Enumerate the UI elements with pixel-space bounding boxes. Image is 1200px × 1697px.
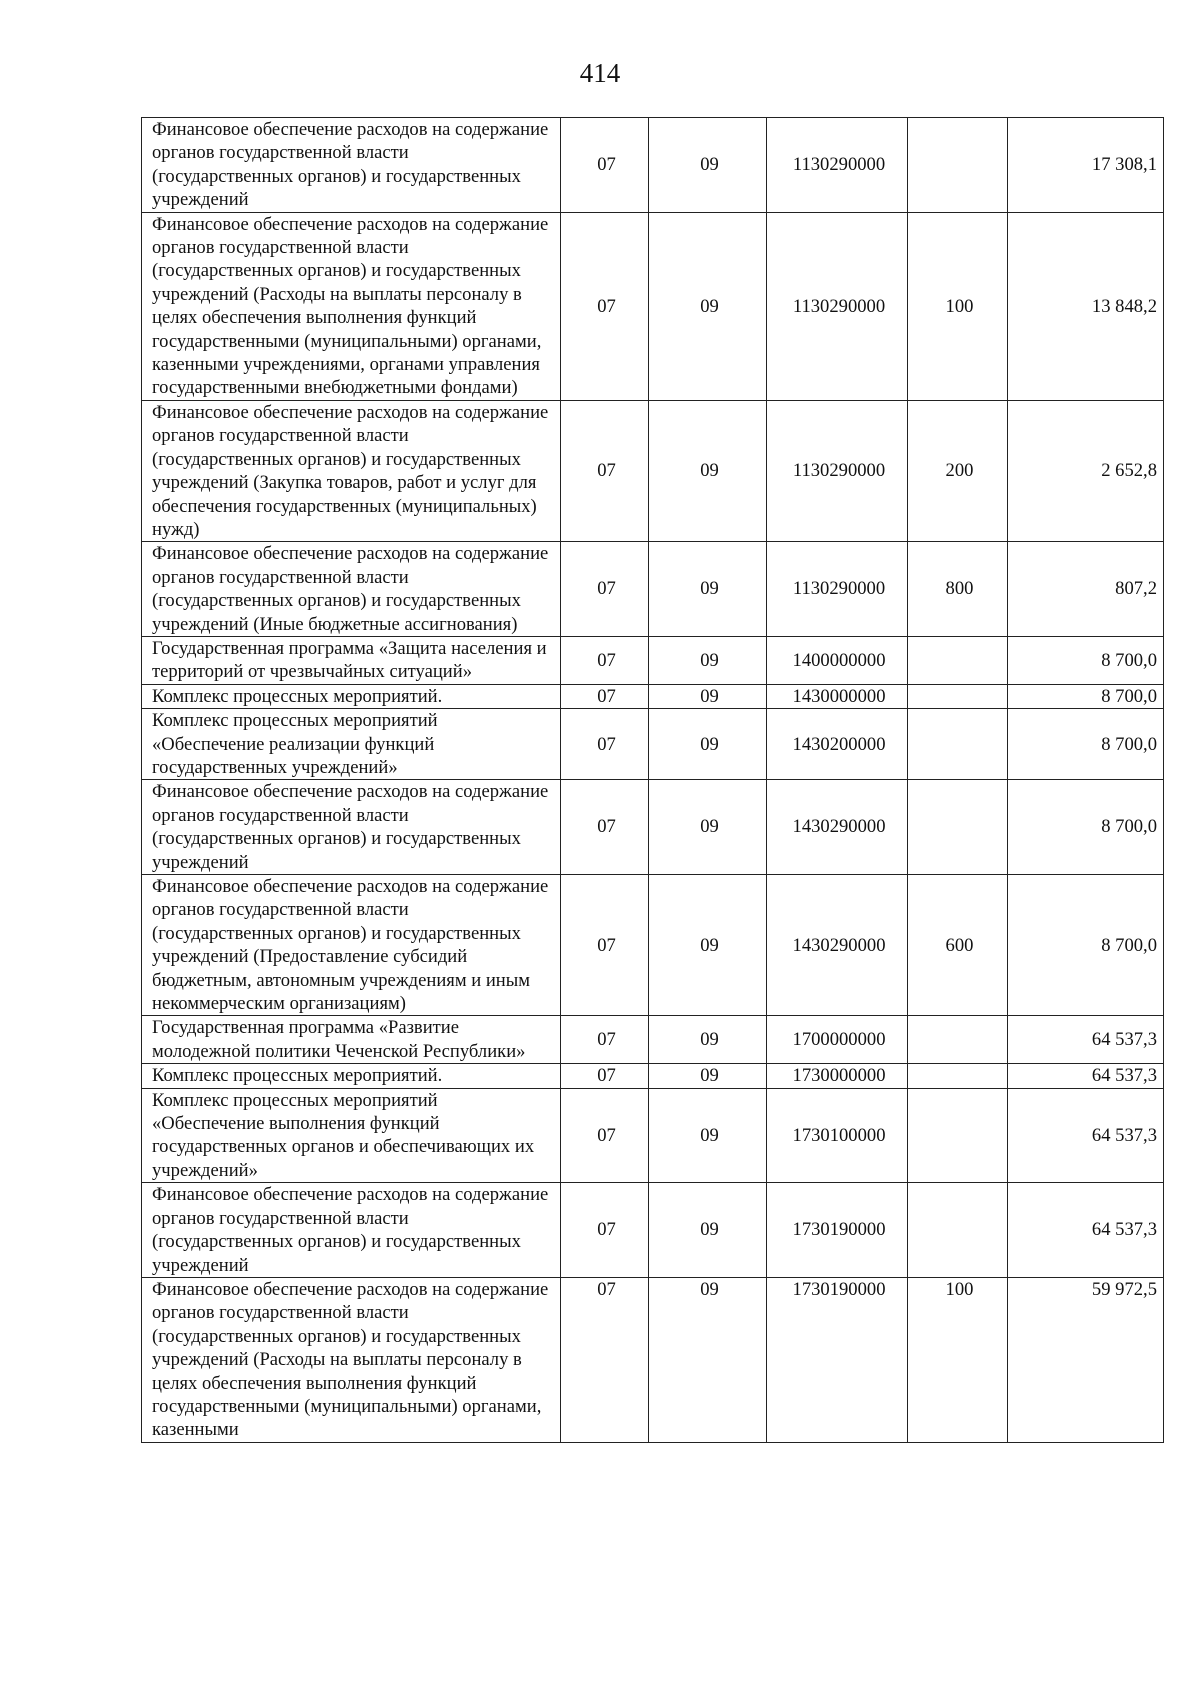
row-name: Комплекс процессных мероприятий.	[142, 684, 561, 708]
row-subsection: 09	[649, 636, 767, 684]
row-subsection: 09	[649, 1277, 767, 1442]
row-amount: 8 700,0	[1008, 875, 1164, 1016]
table-row	[142, 1277, 1164, 1442]
table-row	[142, 684, 1164, 708]
table-row	[142, 1064, 1164, 1088]
row-name: Государственная программа «Развитие молодежной политики Чеченской Республики»	[142, 1016, 561, 1064]
row-subsection: 09	[649, 1183, 767, 1278]
row-section: 07	[561, 1064, 649, 1088]
row-amount: 8 700,0	[1008, 709, 1164, 780]
row-section: 07	[561, 400, 649, 541]
row-name: Комплекс процессных мероприятий «Обеспечение реализации функций государственных учреждений»	[142, 709, 561, 780]
row-name: Финансовое обеспечение расходов на содержание органов государственной власти (государственных органов) и государственных учреждений (Предоставление субсидий бюджетным, автономным учреждениям и иным некоммерческим организациям)	[142, 875, 561, 1016]
row-name: Финансовое обеспечение расходов на содержание органов государственной власти (государственных органов) и государственных учреждений (Закупка товаров, работ и услуг для обеспечения государственных (муниципальных) нужд)	[142, 400, 561, 541]
table-row	[142, 1183, 1164, 1278]
row-amount: 64 537,3	[1008, 1183, 1164, 1278]
table-row	[142, 542, 1164, 637]
row-name: Финансовое обеспечение расходов на содержание органов государственной власти (государственных органов) и государственных учреждений	[142, 118, 561, 213]
row-expense-type	[908, 1183, 1008, 1278]
row-amount: 8 700,0	[1008, 636, 1164, 684]
row-section: 07	[561, 780, 649, 875]
row-subsection: 09	[649, 684, 767, 708]
row-expense-type	[908, 684, 1008, 708]
row-amount: 13 848,2	[1008, 212, 1164, 400]
row-subsection: 09	[649, 118, 767, 213]
row-subsection: 09	[649, 709, 767, 780]
row-target-article: 1730100000	[767, 1088, 908, 1183]
row-section: 07	[561, 212, 649, 400]
row-subsection: 09	[649, 542, 767, 637]
table-row	[142, 709, 1164, 780]
row-subsection: 09	[649, 875, 767, 1016]
row-amount: 8 700,0	[1008, 684, 1164, 708]
row-amount: 807,2	[1008, 542, 1164, 637]
row-target-article: 1730190000	[767, 1183, 908, 1278]
row-amount: 59 972,5	[1008, 1277, 1164, 1442]
row-amount: 8 700,0	[1008, 780, 1164, 875]
row-expense-type	[908, 1016, 1008, 1064]
row-amount: 17 308,1	[1008, 118, 1164, 213]
row-subsection: 09	[649, 780, 767, 875]
row-name: Финансовое обеспечение расходов на содержание органов государственной власти (государственных органов) и государственных учреждений (Расходы на выплаты персоналу в целях обеспечения выполнения функций государственными (муниципальными) органами, казенными учреждениями, органами управления государственными внебюджетными фондами)	[142, 212, 561, 400]
table-row	[142, 212, 1164, 400]
row-name: Государственная программа «Защита населения и территорий от чрезвычайных ситуаций»	[142, 636, 561, 684]
row-expense-type	[908, 709, 1008, 780]
row-expense-type: 100	[908, 1277, 1008, 1442]
row-section: 07	[561, 1088, 649, 1183]
row-section: 07	[561, 542, 649, 637]
row-expense-type: 600	[908, 875, 1008, 1016]
row-name: Финансовое обеспечение расходов на содержание органов государственной власти (государственных органов) и государственных учреждений	[142, 780, 561, 875]
row-subsection: 09	[649, 1016, 767, 1064]
row-subsection: 09	[649, 400, 767, 541]
table-row	[142, 780, 1164, 875]
row-target-article: 1730190000	[767, 1277, 908, 1442]
budget-table	[141, 117, 1164, 1443]
row-target-article: 1430290000	[767, 875, 908, 1016]
row-name: Финансовое обеспечение расходов на содержание органов государственной власти (государственных органов) и государственных учреждений	[142, 1183, 561, 1278]
row-subsection: 09	[649, 1064, 767, 1088]
row-amount: 64 537,3	[1008, 1016, 1164, 1064]
row-section: 07	[561, 684, 649, 708]
row-target-article: 1130290000	[767, 118, 908, 213]
row-amount: 64 537,3	[1008, 1088, 1164, 1183]
row-expense-type	[908, 636, 1008, 684]
row-target-article: 1130290000	[767, 212, 908, 400]
row-target-article: 1130290000	[767, 400, 908, 541]
row-section: 07	[561, 709, 649, 780]
row-expense-type: 800	[908, 542, 1008, 637]
table-row	[142, 400, 1164, 541]
row-expense-type: 200	[908, 400, 1008, 541]
row-target-article: 1430290000	[767, 780, 908, 875]
row-section: 07	[561, 118, 649, 213]
row-section: 07	[561, 636, 649, 684]
row-target-article: 1430200000	[767, 709, 908, 780]
row-section: 07	[561, 1277, 649, 1442]
row-name: Финансовое обеспечение расходов на содержание органов государственной власти (государственных органов) и государственных учреждений (Расходы на выплаты персоналу в целях обеспечения выполнения функций государственными (муниципальными) органами, казенными	[142, 1277, 561, 1442]
row-expense-type: 100	[908, 212, 1008, 400]
table-row	[142, 118, 1164, 213]
row-name: Комплекс процессных мероприятий.	[142, 1064, 561, 1088]
row-target-article: 1400000000	[767, 636, 908, 684]
row-expense-type	[908, 1088, 1008, 1183]
row-amount: 64 537,3	[1008, 1064, 1164, 1088]
row-target-article: 1430000000	[767, 684, 908, 708]
row-expense-type	[908, 118, 1008, 213]
page-number: 414	[579, 58, 621, 88]
row-subsection: 09	[649, 1088, 767, 1183]
table-row	[142, 875, 1164, 1016]
row-expense-type	[908, 780, 1008, 875]
row-section: 07	[561, 875, 649, 1016]
table-row	[142, 1088, 1164, 1183]
row-expense-type	[908, 1064, 1008, 1088]
row-target-article: 1130290000	[767, 542, 908, 637]
row-amount: 2 652,8	[1008, 400, 1164, 541]
table-row	[142, 636, 1164, 684]
row-name: Финансовое обеспечение расходов на содержание органов государственной власти (государственных органов) и государственных учреждений (Иные бюджетные ассигнования)	[142, 542, 561, 637]
table-row	[142, 1016, 1164, 1064]
row-name: Комплекс процессных мероприятий «Обеспечение выполнения функций государственных органов и обеспечивающих их учреждений»	[142, 1088, 561, 1183]
row-section: 07	[561, 1016, 649, 1064]
row-section: 07	[561, 1183, 649, 1278]
row-target-article: 1700000000	[767, 1016, 908, 1064]
row-subsection: 09	[649, 212, 767, 400]
row-target-article: 1730000000	[767, 1064, 908, 1088]
